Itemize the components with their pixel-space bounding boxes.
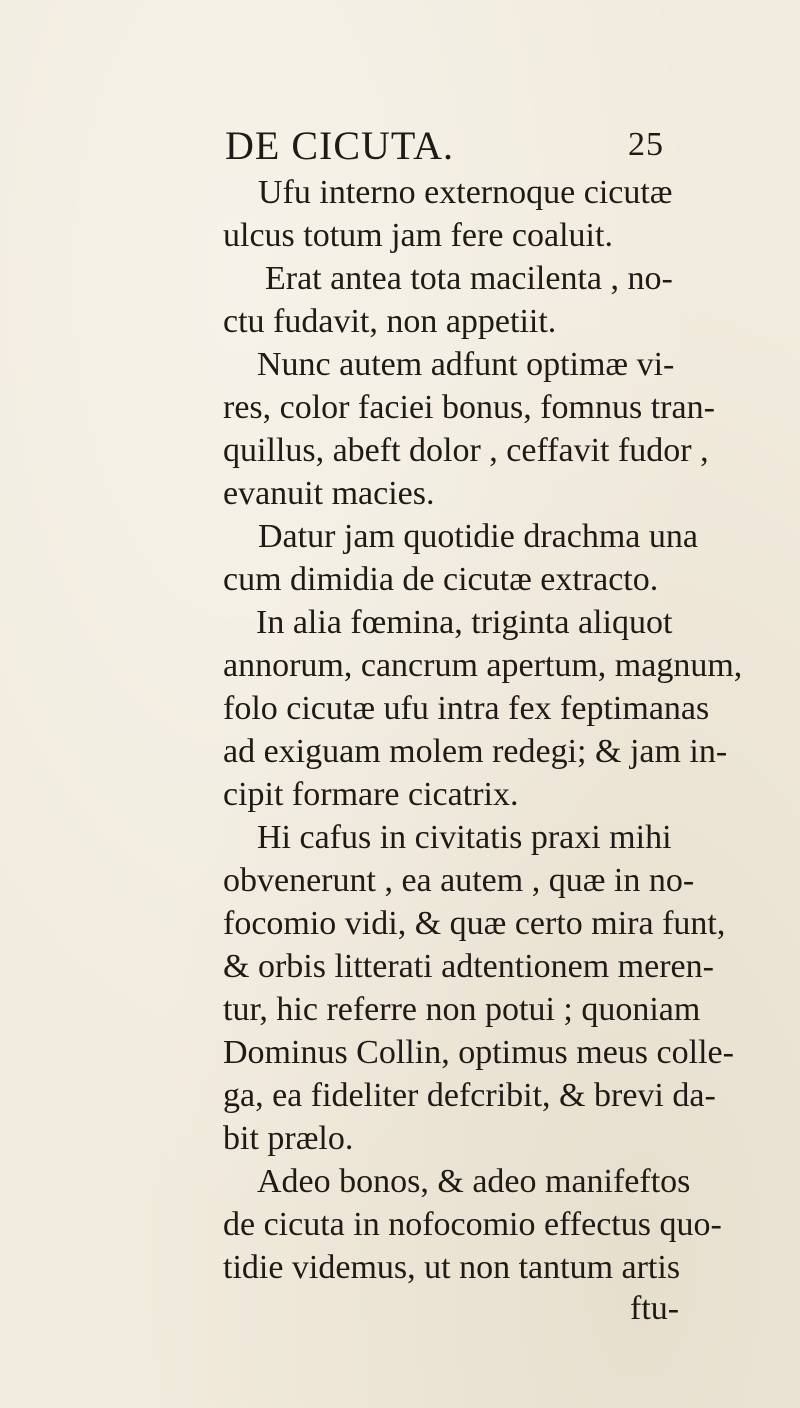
text-line: Datur jam quotidie drachma una [258,518,698,555]
text-line: Erat antea tota macilenta , no- [265,260,673,297]
text-line: evanuit macies. [223,475,435,512]
text-line: bit prælo. [223,1120,354,1157]
text-line: folo cicutæ ufu intra fex feptimanas [223,690,710,727]
text-line: quillus, abeft dolor , ceffavit fudor , [223,432,709,469]
text-line: Dominus Collin, optimus meus colle- [223,1034,734,1071]
text-line: Hi cafus in civitatis praxi mihi [257,819,672,856]
text-line: ulcus totum jam fere coaluit. [223,217,613,254]
text-line: ga, ea fideliter defcribit, & brevi da- [223,1077,716,1114]
catchword: ftu- [630,1290,680,1327]
text-line: In alia fœmina, triginta aliquot [256,604,673,641]
page-number: 25 [628,126,664,163]
text-line: de cicuta in nofocomio effectus quo- [223,1206,722,1243]
text-line: obvenerunt , ea autem , quæ in no- [223,862,695,899]
text-line: & orbis litterati adtentionem meren- [223,948,714,985]
text-line: tidie videmus, ut non tantum artis [223,1249,681,1286]
text-line: ad exiguam molem redegi; & jam in- [223,733,728,770]
text-line: ctu fudavit, non appetiit. [223,303,557,340]
text-line: focomio vidi, & quæ certo mira funt, [223,905,726,942]
text-line: cum dimidia de cicutæ extracto. [223,561,659,598]
running-header [225,122,665,172]
text-line: Ufu interno externoque cicutæ [258,174,673,211]
text-line: Nunc autem adfunt optimæ vi- [257,346,675,383]
text-line: cipit formare cicatrix. [223,776,519,813]
text-line: tur, hic referre non potui ; quoniam [223,991,701,1028]
text-line: annorum, cancrum apertum, magnum, [223,647,743,684]
running-title: DE CICUTA. [225,123,455,168]
text-line: res, color faciei bonus, fomnus tran- [223,389,715,426]
text-line: Adeo bonos, & adeo manifeftos [257,1163,691,1200]
